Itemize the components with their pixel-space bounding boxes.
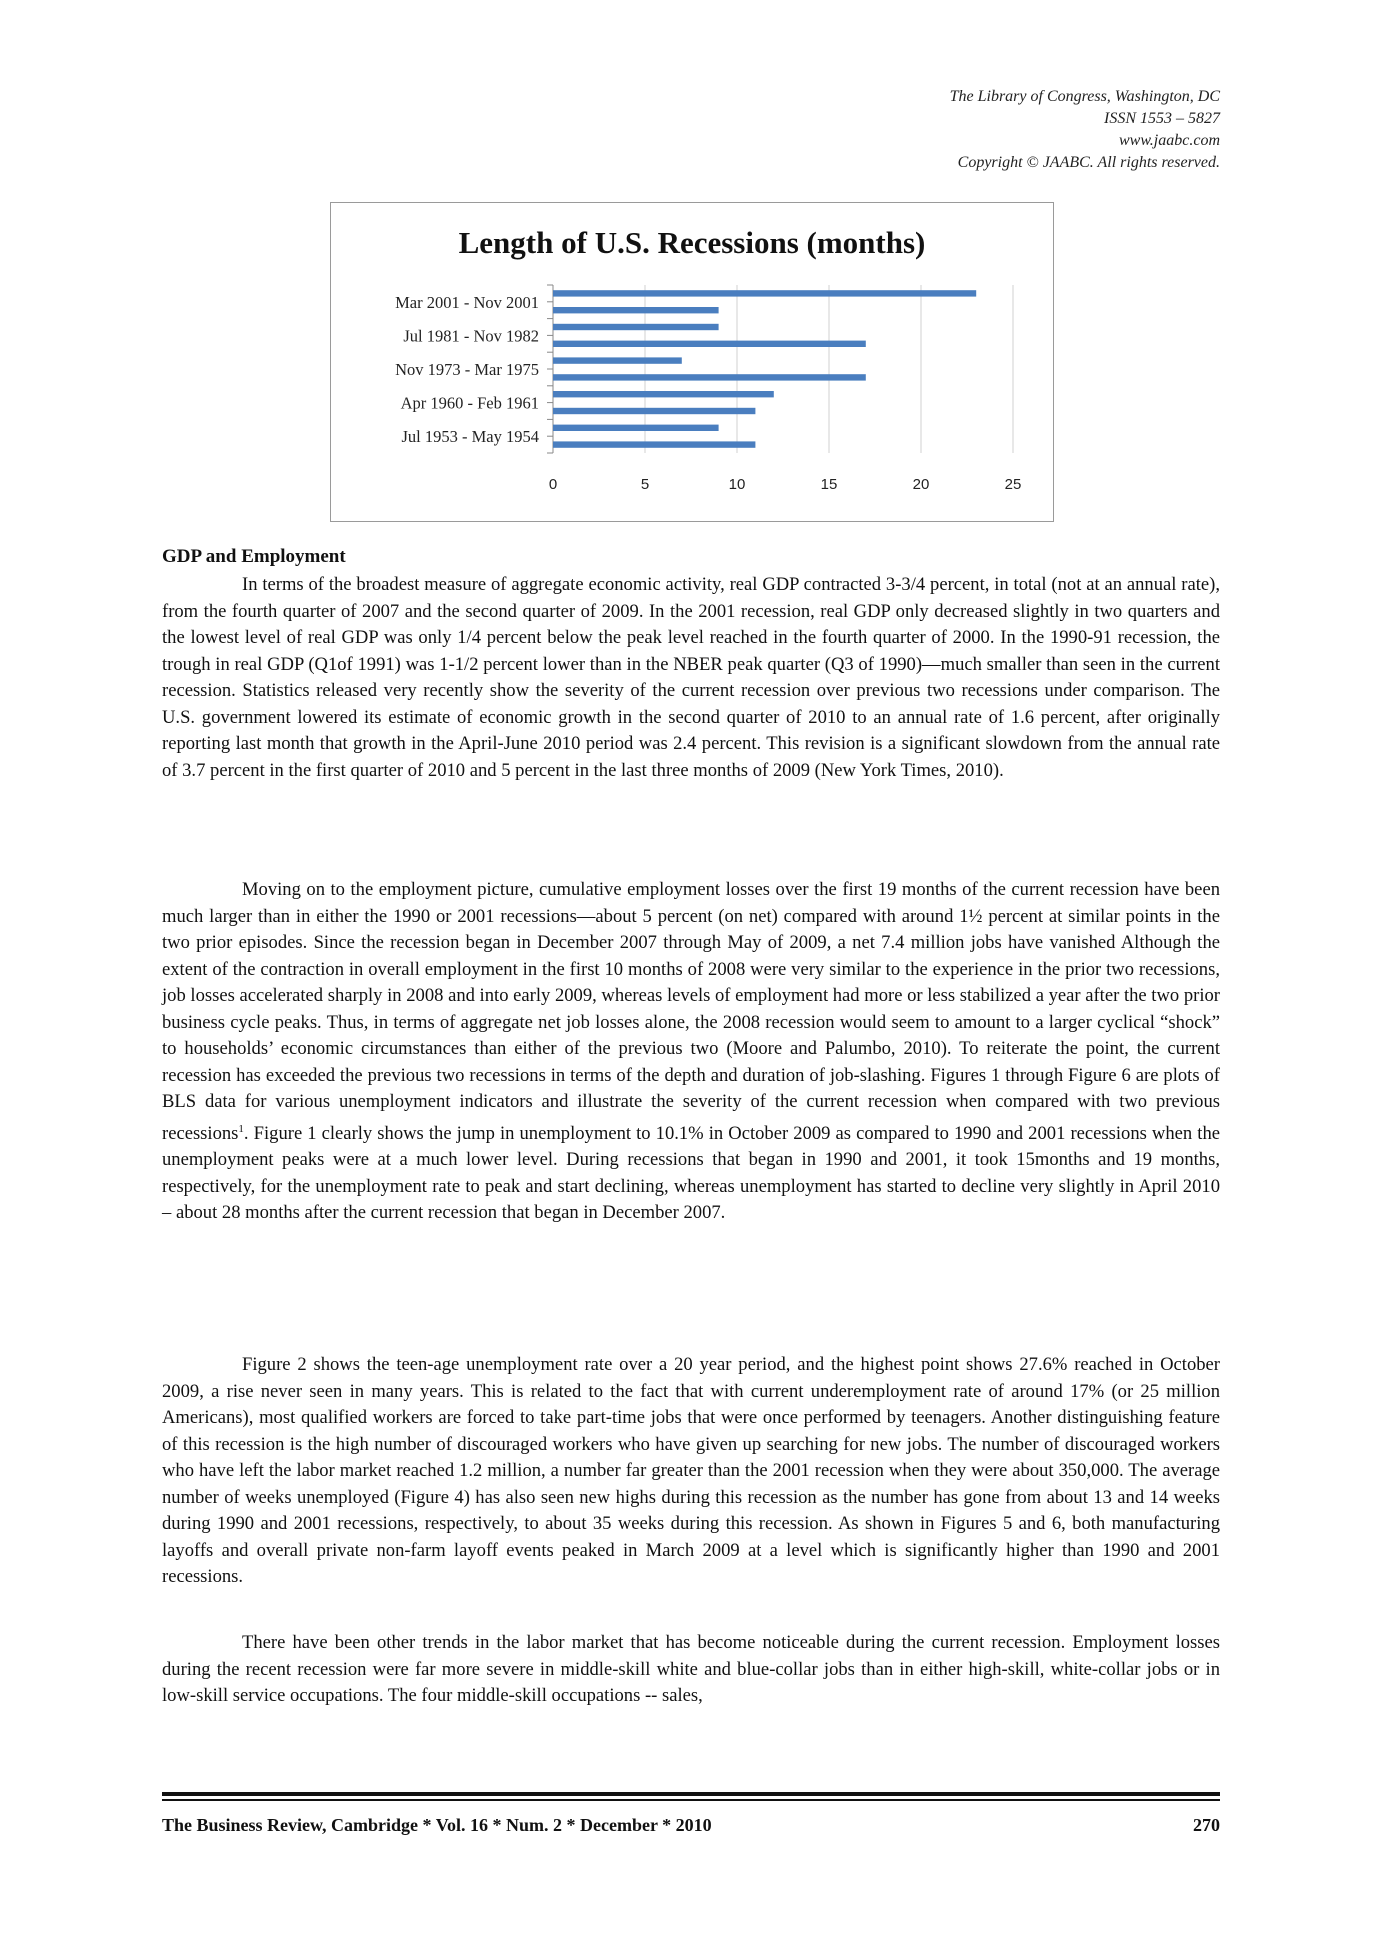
paragraph-gdp (162, 572, 1220, 784)
header-website: www.jaabc.com (1118, 132, 1220, 149)
section-title: GDP and Employment (162, 546, 346, 567)
paragraph-text: Moving on to the employment picture, cumulative employment losses over the first 19 months of the current recession have been much larger than in either the 1990 or 2001 recessions—about 5 percent (on net) compared with around 1½ percent at similar points in the two prior episodes. Since the recession began in December 2007 through May of 2009, a net 7.4 million jobs have vanished Although the extent of the contraction in overall employment in the first 10 months of 2008 were very similar to the experience in the prior two recessions, job losses accelerated sharply in 2008 and into early 2009, whereas levels of employment had more or less stabilized a year after the two prior business cycle peaks. Thus, in terms of aggregate net job losses alone, the 2008 recession would seem to amount to a larger cyclical “shock” to households’ economic circumstances than either of the previous two (Moore and Palumbo, 2010). To reiterate the point, the current recession has exceeded the previous two recessions in terms of the depth and duration of job-slashing. Figures 1 through Figure 6 are plots of BLS data for various unemployment indicators and illustrate the severity of the current recession when compared with two previous recessions (162, 879, 1220, 1144)
footer-rule-thin (162, 1799, 1220, 1801)
bar-jul-1953---may-1954 (553, 441, 755, 447)
bar-jul-1990---mar-1991 (553, 324, 719, 330)
x-tick-label: 15 (820, 476, 838, 493)
paragraph-teen-unemployment (162, 1352, 1220, 1591)
chart-svg (331, 203, 1053, 521)
bar-dec-1969---nov-1970 (553, 391, 774, 397)
footer-page-number: 270 (1193, 1815, 1220, 1835)
y-category-label: Apr 1960 - Feb 1961 (400, 393, 539, 413)
chart-title: Length of U.S. Recessions (months) (458, 225, 926, 260)
bar-jan-1980---jul-1980 (553, 357, 682, 363)
header-copyright: Copyright © JAABC. All rights reserved. (957, 154, 1220, 171)
paragraph-labor-trends (162, 1630, 1220, 1710)
y-category-label: Jul 1953 - May 1954 (401, 427, 539, 447)
footnote-marker: 1 (238, 1122, 244, 1135)
paragraph-employment (162, 877, 1220, 1227)
y-category-label: Jul 1981 - Nov 1982 (403, 326, 539, 346)
header-issn: ISSN 1553 – 5827 (1104, 110, 1220, 127)
x-tick-label: 10 (728, 476, 746, 493)
bar-jul-1981---nov-1982 (553, 341, 866, 347)
x-tick-label: 5 (640, 476, 650, 493)
x-tick-label: 25 (1004, 476, 1022, 493)
bar-aug-1957---apr-1958 (553, 425, 719, 431)
x-tick-label: 20 (912, 476, 930, 493)
bar-mar-2001---nov-2001 (553, 307, 719, 313)
footer-journal: The Business Review, Cambridge * Vol. 16 * Num. 2 * December * 2010 (162, 1815, 712, 1835)
paragraph-text: In terms of the broadest measure of aggregate economic activity, real GDP contracted 3-3/4 percent, in total (not at an annual rate), from the fourth quarter of 2007 and the second quarter of 2009. In the 2001 recession, real GDP only decreased slightly in two quarters and the lowest level of real GDP was only 1/4 percent below the peak level reached in the fourth quarter of 2000. In the 1990-91 recession, the trough in real GDP (Q1of 1991) was 1-1/2 percent lower than in the NBER peak quarter (Q3 of 1990)—much smaller than seen in the current recession. Statistics released very recently show the severity of the current recession over previous two recessions under comparison. The U.S. government lowered its estimate of economic growth in the second quarter of 2010 to an annual rate of 1.6 percent, after originally reporting last month that growth in the April-June 2010 period was 2.4 percent. This revision is a significant slowdown from the annual rate of 3.7 percent in the first quarter of 2010 and 5 percent in the last three months of 2009 (New York Times, 2010). (162, 574, 1220, 781)
bar-dec-2007---nov-2009 (553, 290, 976, 296)
recession-length-chart (330, 202, 1054, 522)
bar-nov-1973---mar-1975 (553, 374, 866, 380)
footer-rule (162, 1792, 1220, 1796)
paragraph-text: There have been other trends in the labor market that has become noticeable during the current recession. Employment losses during the recent recession were far more severe in middle-skill white and blue-collar jobs than in either high-skill, white-collar jobs or in low-skill service occupations. The four middle-skill occupations -- sales, (162, 1632, 1220, 1706)
header-library: The Library of Congress, Washington, DC (949, 88, 1220, 105)
paragraph-text: Figure 2 shows the teen-age unemployment rate over a 20 year period, and the highest point shows 27.6% reached in October 2009, a rise never seen in many years. This is related to the fact that with current underemployment rate of around 17% (or 25 million Americans), most qualified workers are forced to take part-time jobs that were once performed by teenagers. Another distinguishing feature of this recession is the high number of discouraged workers who have given up searching for new jobs. The number of discouraged workers who have left the labor market reached 1.2 million, a number far greater than the 2001 recession when they were about 350,000. The average number of weeks unemployed (Figure 4) has also seen new highs during this recession as the number has gone from about 13 and 14 weeks during 1990 and 2001 recessions, respectively, to about 35 weeks during this recession. As shown in Figures 5 and 6, both manufacturing layoffs and overall private non-farm layoff events peaked in March 2009 at a level which is significantly higher than 1990 and 2001 recessions. (162, 1354, 1220, 1587)
paragraph-text: . Figure 1 clearly shows the jump in unemployment to 10.1% in October 2009 as compared to 1990 and 2001 recessions when the unemployment peaks were at a much lower level. During recessions that began in 1990 and 2001, it took 15months and 19 months, respectively, for the unemployment rate to peak and start declining, whereas unemployment has started to decline very slightly in April 2010 – about 28 months after the current recession that began in December 2007. (162, 1122, 1220, 1224)
bar-apr-1960---feb-1961 (553, 408, 755, 414)
x-tick-label: 0 (548, 476, 558, 493)
y-category-label: Nov 1973 - Mar 1975 (395, 360, 539, 379)
y-category-label: Mar 2001 - Nov 2001 (395, 292, 539, 312)
page-header (950, 86, 1220, 174)
